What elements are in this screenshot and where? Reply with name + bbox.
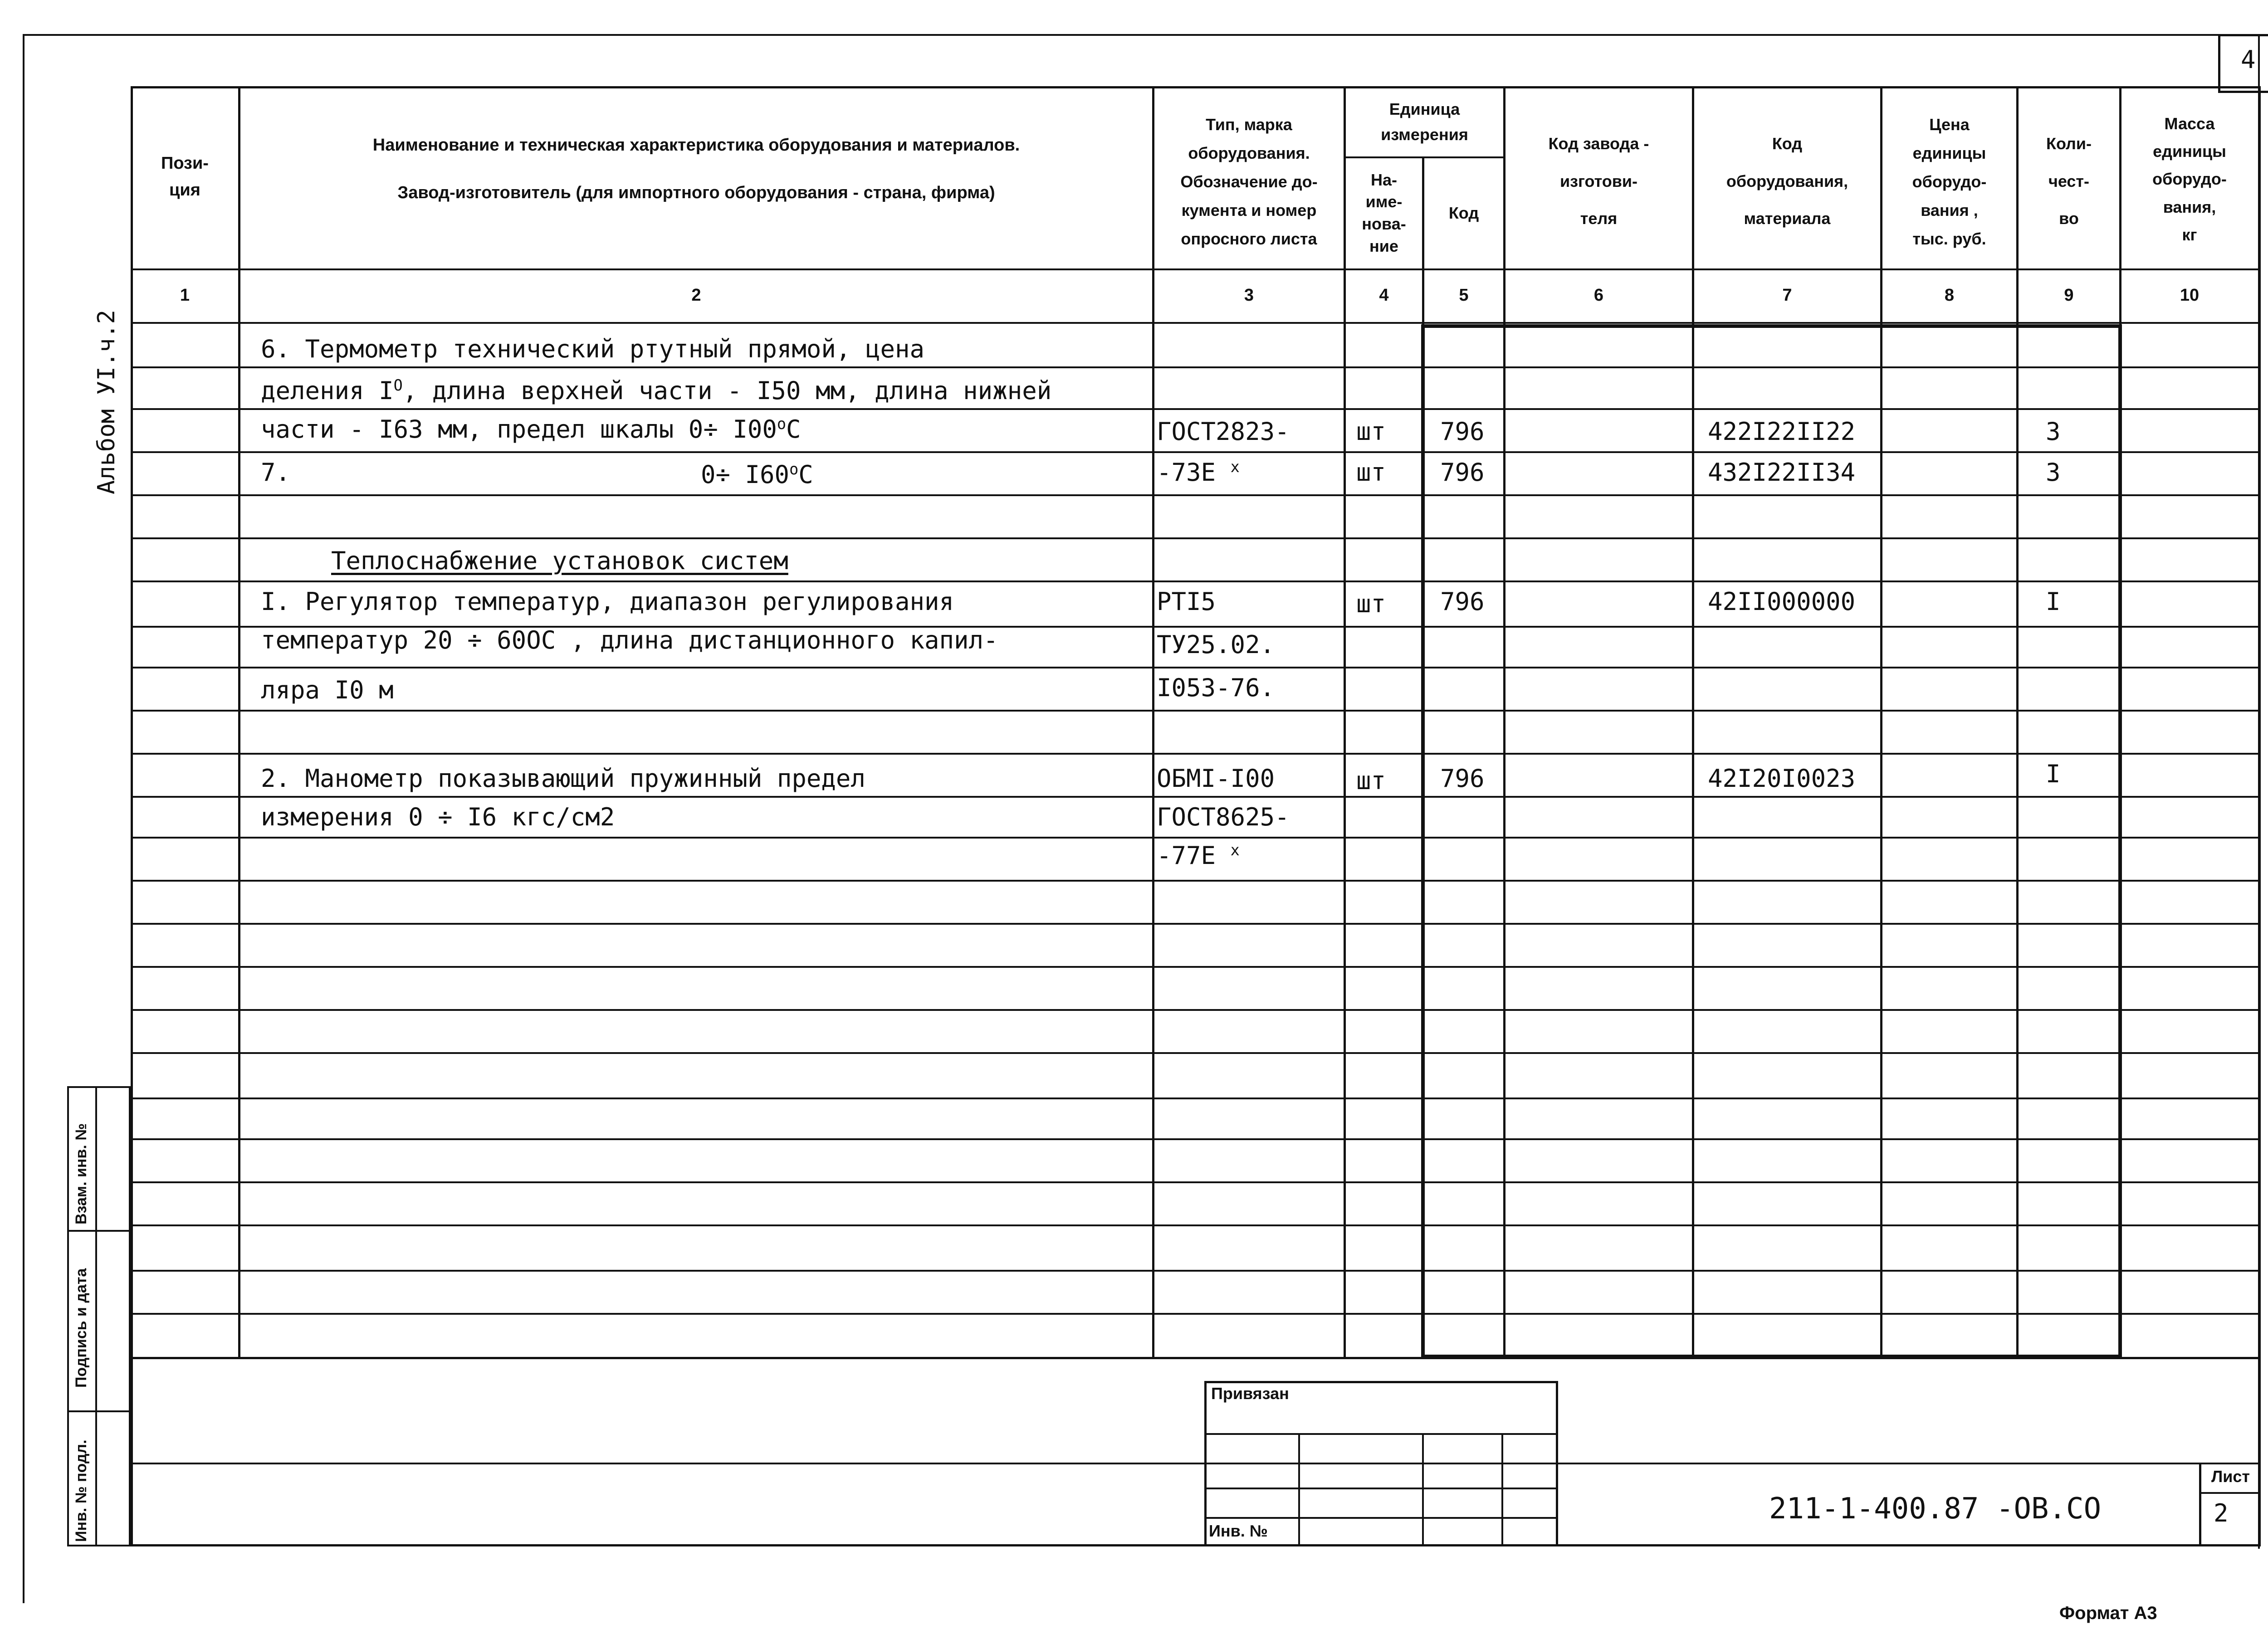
table-row-qty: I xyxy=(2046,587,2061,616)
sheet-value: 2 xyxy=(2214,1499,2229,1527)
privyazan-label: Привязан xyxy=(1211,1384,1289,1403)
header-quantity: Коли- чест- во xyxy=(2046,134,2092,228)
table-row-type: I053-76. xyxy=(1157,673,1275,702)
table-row-name: измерения 0 ÷ I6 кгс/см2 xyxy=(261,803,615,831)
table-row-unit-code: 796 xyxy=(1440,458,1485,487)
table-row-code: 42I20I0023 xyxy=(1708,764,1856,793)
album-label: Альбом УI.ч.2 xyxy=(93,310,120,494)
header-equipment-code: Код оборудования, материала xyxy=(1726,134,1848,228)
colnum-6: 6 xyxy=(1593,286,1604,305)
privyazan-line-3 xyxy=(1204,1488,1558,1489)
table-row-unit: шт xyxy=(1356,458,1386,487)
colnum-8: 8 xyxy=(1944,286,1955,305)
table-row-code: 42II000000 xyxy=(1708,587,1856,616)
privyazan-line-4 xyxy=(1204,1517,1558,1519)
section-heading: Теплоснабжение установок систем xyxy=(331,546,788,575)
title-block-top xyxy=(1558,1463,2261,1464)
privyazan-vline-2 xyxy=(1422,1433,1424,1546)
sheet-box-left xyxy=(2199,1463,2201,1546)
table-row-name: 6. Термометр технический ртутный прямой, цена xyxy=(261,335,924,363)
sheet-label: Лист xyxy=(2211,1467,2250,1486)
table-row-name: деления $I^О$, длина верхней части - I50 мм, длина нижней xyxy=(261,376,1052,405)
document-number: 211-1-400.87 -ОВ.СО xyxy=(1769,1492,2102,1526)
table-row-type: -77Е $^х$ xyxy=(1157,841,1240,870)
table-row-name: части - I63 мм, предел шкалы $0\div I00^оС$ xyxy=(261,415,801,444)
table-row-unit: шт xyxy=(1356,766,1386,795)
table-row-type: ГОСТ2823- xyxy=(1157,417,1290,446)
left-margin-sep-2 xyxy=(67,1410,131,1412)
colnum-3: 3 xyxy=(1244,286,1254,305)
left-margin-sep-1 xyxy=(67,1230,131,1232)
sheet-box-mid xyxy=(2199,1492,2261,1494)
col-line-1 xyxy=(238,86,240,1358)
page-number: 4 xyxy=(2241,45,2256,74)
colnum-bottom-line xyxy=(131,322,2261,324)
privyazan-vline-3 xyxy=(1501,1433,1503,1546)
table-row-name: температур 20 ÷ 60ОС , длина дистанционного капил- xyxy=(261,626,998,654)
table-row-unit: шт xyxy=(1356,417,1386,446)
col-line-3 xyxy=(1344,86,1346,1358)
table-row-type: ТУ25.02. xyxy=(1157,630,1275,659)
header-name-line2: Завод-изготовитель (для импортного оборудования - страна, фирма) xyxy=(397,183,995,202)
header-price: Цена единицы оборудо- вания , тыс. руб. xyxy=(1912,115,1987,248)
col-line-2 xyxy=(1152,86,1154,1358)
table-row-unit: шт xyxy=(1356,590,1386,618)
table-row-type: ОБМI-I00 xyxy=(1157,764,1275,793)
table-row-qty: 3 xyxy=(2046,458,2061,487)
header-unit-group: Единица измерения xyxy=(1381,100,1468,144)
table-row-name: 2. Манометр показывающий пружинный предел xyxy=(261,764,865,793)
header-unit-code: Код xyxy=(1448,204,1479,223)
table-row-type: ГОСТ8625- xyxy=(1157,803,1290,831)
privyazan-line-2 xyxy=(1204,1463,1558,1464)
privyazan-line-1 xyxy=(1204,1433,1558,1435)
table-row-code: 432I22II34 xyxy=(1708,458,1856,487)
table-row-name: ляра I0 м xyxy=(261,676,394,704)
margin-podpis: Подпись и дата xyxy=(73,1268,90,1388)
table-row-code: 422I22II22 xyxy=(1708,417,1856,446)
header-type: Тип, марка оборудования. Обозначение до- кумента и номер опросного листа xyxy=(1180,115,1318,248)
table-row-name: I. Регулятор температур, диапазон регулирования xyxy=(261,587,954,616)
rows-bottom-line xyxy=(131,1357,2261,1359)
format-label: Формат А3 xyxy=(2059,1603,2157,1623)
colnum-9: 9 xyxy=(2064,286,2074,305)
inv-number-label: Инв. № xyxy=(1209,1522,1268,1540)
header-mass: Масса единицы оборудо- вания, кг xyxy=(2152,114,2227,244)
table-row-qty: 3 xyxy=(2046,417,2061,446)
header-name-line1: Наименование и техническая характеристика оборудования и материалов. xyxy=(372,135,1020,155)
colnum-2: 2 xyxy=(691,286,701,305)
table-row-type: РТI5 xyxy=(1157,587,1216,616)
table-row-unit-code: 796 xyxy=(1440,417,1485,446)
header-bottom-line xyxy=(131,268,2261,270)
header-position: Пози- ция xyxy=(161,154,209,200)
margin-inv: Инв. № подл. xyxy=(73,1439,90,1542)
table-row-range: $0\div I60^оС$ xyxy=(701,460,813,489)
table-row-type: -73Е $^х$ xyxy=(1157,458,1240,487)
colnum-7: 7 xyxy=(1782,286,1792,305)
margin-vzam: Взам. инв. № xyxy=(73,1123,90,1224)
table-row-unit-code: 796 xyxy=(1440,764,1485,793)
header-unit-name: На- име- нова- ние xyxy=(1362,170,1406,255)
header-factory-code: Код завода - изготови- теля xyxy=(1548,134,1649,228)
privyazan-vline-1 xyxy=(1298,1433,1300,1546)
colnum-1: 1 xyxy=(180,286,190,305)
outer-frame-top xyxy=(23,34,2268,36)
table-row-unit-code: 796 xyxy=(1440,587,1485,616)
left-margin-divider xyxy=(95,1086,97,1546)
colnum-10: 10 xyxy=(2180,286,2200,305)
colnum-5: 5 xyxy=(1459,286,1469,305)
outer-frame-left xyxy=(23,34,24,1603)
table-row-name: 7. xyxy=(261,458,291,487)
table-row-qty: I xyxy=(2046,760,2061,788)
colnum-4: 4 xyxy=(1379,286,1389,305)
